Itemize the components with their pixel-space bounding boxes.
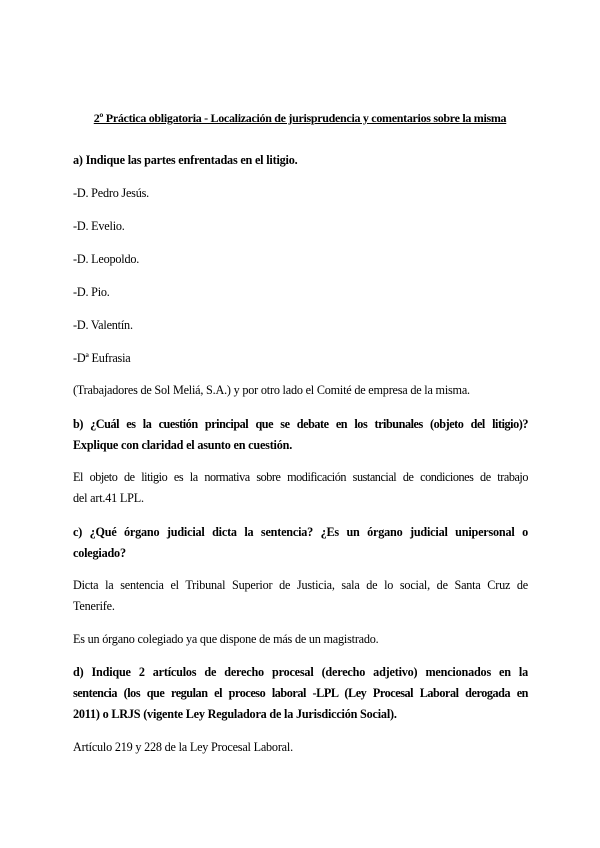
- question-d-line-3: 2011) o LRJS (vigente Ley Reguladora de la Jurisdicción Social).: [73, 707, 397, 721]
- question-b-line-2: Explique con claridad el asunto en cuestión.: [73, 438, 293, 452]
- answer-d: Artículo 219 y 228 de la Ley Procesal Laboral.: [73, 740, 293, 754]
- document-title: 2º Práctica obligatoria - Localización de jurisprudencia y comentarios sobre la misma: [93, 111, 507, 125]
- question-c-line-2: colegiado?: [73, 546, 126, 560]
- question-d-line-2: sentencia (los que regulan el proceso laboral -LPL (Ley Procesal Laboral derogada en: [73, 686, 528, 700]
- answer-b-line-1: El objeto de litigio es la normativa sobre modificación sustancial de condiciones de trabajo: [73, 470, 528, 484]
- party-item: -D. Evelio.: [73, 219, 125, 233]
- party-item: -D. Valentín.: [73, 318, 133, 332]
- party-item: -D. Leopoldo.: [73, 252, 140, 266]
- question-d-line-1: d) Indique 2 artículos de derecho procesal (derecho adjetivo) mencionados en la: [73, 665, 528, 679]
- answer-b-line-2: del art.41 LPL.: [73, 491, 144, 505]
- question-c-line-1: c) ¿Qué órgano judicial dicta la sentencia? ¿Es un órgano judicial unipersonal o: [73, 525, 528, 539]
- answer-c2: Es un órgano colegiado ya que dispone de más de un magistrado.: [73, 632, 379, 646]
- party-item: -D. Pedro Jesús.: [73, 186, 150, 200]
- party-item: -Dª Eufrasia: [73, 351, 131, 365]
- parties-note: (Trabajadores de Sol Meliá, S.A.) y por otro lado el Comité de empresa de la misma.: [73, 383, 470, 397]
- answer-c1-line-1: Dicta la sentencia el Tribunal Superior de Justicia, sala de lo social, de Santa Cruz de: [73, 578, 528, 592]
- answer-c1-line-2: Tenerife.: [73, 599, 115, 613]
- party-item: -D. Pio.: [73, 285, 110, 299]
- question-a: a) Indique las partes enfrentadas en el litigio.: [73, 153, 298, 167]
- question-b-line-1: b) ¿Cuál es la cuestión principal que se debate en los tribunales (objeto del litigio)?: [73, 417, 528, 431]
